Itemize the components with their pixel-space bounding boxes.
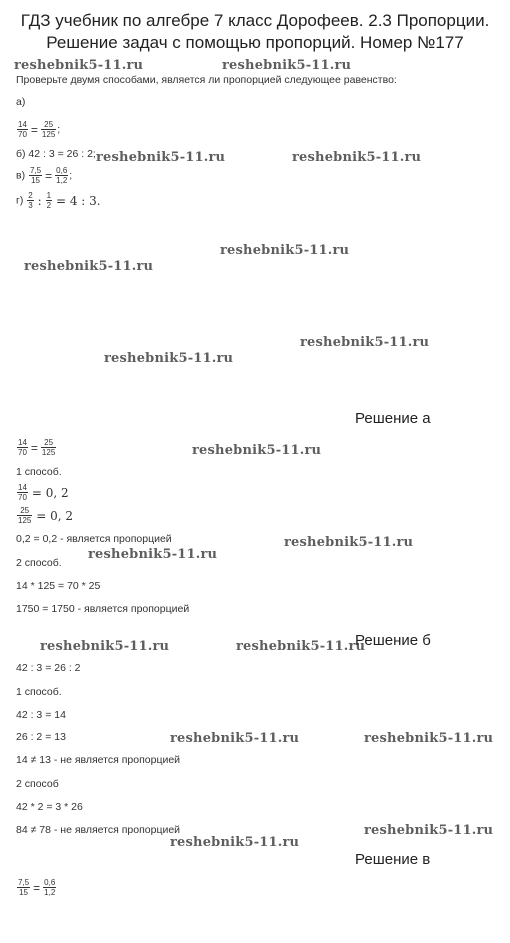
sol-b-result1: 14 ≠ 13 - не является пропорцией xyxy=(16,754,181,766)
sol-a-equation: $\frac{14}{70}$ = $\frac{25}{125}$ xyxy=(18,438,56,457)
sol-b-way1: 1 способ. xyxy=(16,686,62,698)
solution-a-heading: Решение а xyxy=(355,410,431,427)
watermark: reshebnik5-11.ru xyxy=(170,731,300,746)
sol-a-calc: 14 * 125 = 70 * 25 xyxy=(16,580,101,592)
watermark: reshebnik5-11.ru xyxy=(236,639,366,654)
watermark: reshebnik5-11.ru xyxy=(14,58,144,73)
fraction: $\frac{25}{125}$ xyxy=(41,438,56,457)
watermark: reshebnik5-11.ru xyxy=(222,58,352,73)
fraction: $\frac{7,5}{15}$ xyxy=(18,878,30,897)
fraction: $\frac{0,6}{1,2}$ xyxy=(56,166,68,185)
task-v-equation: в) $\frac{7,5}{15}$ = $\frac{0,6}{1,2}$ ; xyxy=(16,166,73,185)
watermark: reshebnik5-11.ru xyxy=(284,535,414,550)
task-a-equation: $\frac{14}{70}$ = $\frac{25}{125}$ ; xyxy=(18,120,61,139)
sol-a-step1: $\frac{14}{70}$ = 0, 2 xyxy=(18,483,69,502)
sol-a-result1: 0,2 = 0,2 - является пропорцией xyxy=(16,533,172,545)
solution-b-heading: Решение б xyxy=(355,632,431,649)
fraction: $\frac{0,6}{1,2}$ xyxy=(44,878,56,897)
fraction: $\frac{25}{125}$ xyxy=(18,506,32,525)
fraction: $\frac{14}{70}$ xyxy=(18,483,27,502)
fraction: $\frac{14}{70}$ xyxy=(18,438,27,457)
watermark: reshebnik5-11.ru xyxy=(24,259,154,274)
sol-b-way2: 2 способ xyxy=(16,778,59,790)
watermark: reshebnik5-11.ru xyxy=(88,547,218,562)
watermark: reshebnik5-11.ru xyxy=(300,335,430,350)
sol-a-step2: $\frac{25}{125}$ = 0, 2 xyxy=(18,506,74,525)
task-g-equation: г) $\frac{2}{3}$ : $\frac{1}{2}$ = 4 : 3. xyxy=(16,191,101,210)
watermark: reshebnik5-11.ru xyxy=(292,150,422,165)
fraction: $\frac{2}{3}$ xyxy=(28,191,33,210)
watermark: reshebnik5-11.ru xyxy=(364,823,494,838)
sol-a-result2: 1750 = 1750 - является пропорцией xyxy=(16,603,190,615)
page-title-line1: ГДЗ учебник по алгебре 7 класс Дорофеев. 2.3 Пропорции. xyxy=(20,11,490,30)
task-intro: Проверьте двумя способами, является ли пропорцией следующее равенство: xyxy=(16,74,397,86)
fraction: $\frac{7,5}{15}$ xyxy=(30,166,42,185)
sol-a-way2: 2 способ. xyxy=(16,557,62,569)
watermark: reshebnik5-11.ru xyxy=(192,443,322,458)
task-a-label: а) xyxy=(16,96,26,108)
sol-v-equation: $\frac{7,5}{15}$ = $\frac{0,6}{1,2}$ xyxy=(18,878,56,897)
fraction: $\frac{1}{2}$ xyxy=(46,191,52,210)
watermark: reshebnik5-11.ru xyxy=(364,731,494,746)
watermark: reshebnik5-11.ru xyxy=(220,243,350,258)
page-title xyxy=(0,10,510,54)
task-b: б) 42 : 3 = 26 : 2; xyxy=(16,148,96,160)
fraction: $\frac{25}{125}$ xyxy=(41,120,56,139)
watermark: reshebnik5-11.ru xyxy=(170,835,300,850)
sol-a-way1: 1 способ. xyxy=(16,466,62,478)
sol-b-calc2: 26 : 2 = 13 xyxy=(16,731,66,743)
watermark: reshebnik5-11.ru xyxy=(104,351,234,366)
sol-b-calc: 42 * 2 = 3 * 26 xyxy=(16,801,83,813)
fraction: $\frac{14}{70}$ xyxy=(18,120,27,139)
page-title-line2: Решение задач с помощью пропорций. Номер №177 xyxy=(46,33,464,52)
watermark: reshebnik5-11.ru xyxy=(96,150,226,165)
sol-b-equation: 42 : 3 = 26 : 2 xyxy=(16,662,81,674)
sol-b-result2: 84 ≠ 78 - не является пропорцией xyxy=(16,824,181,836)
sol-b-calc1: 42 : 3 = 14 xyxy=(16,709,66,721)
solution-v-heading: Решение в xyxy=(355,851,431,868)
watermark: reshebnik5-11.ru xyxy=(40,639,170,654)
